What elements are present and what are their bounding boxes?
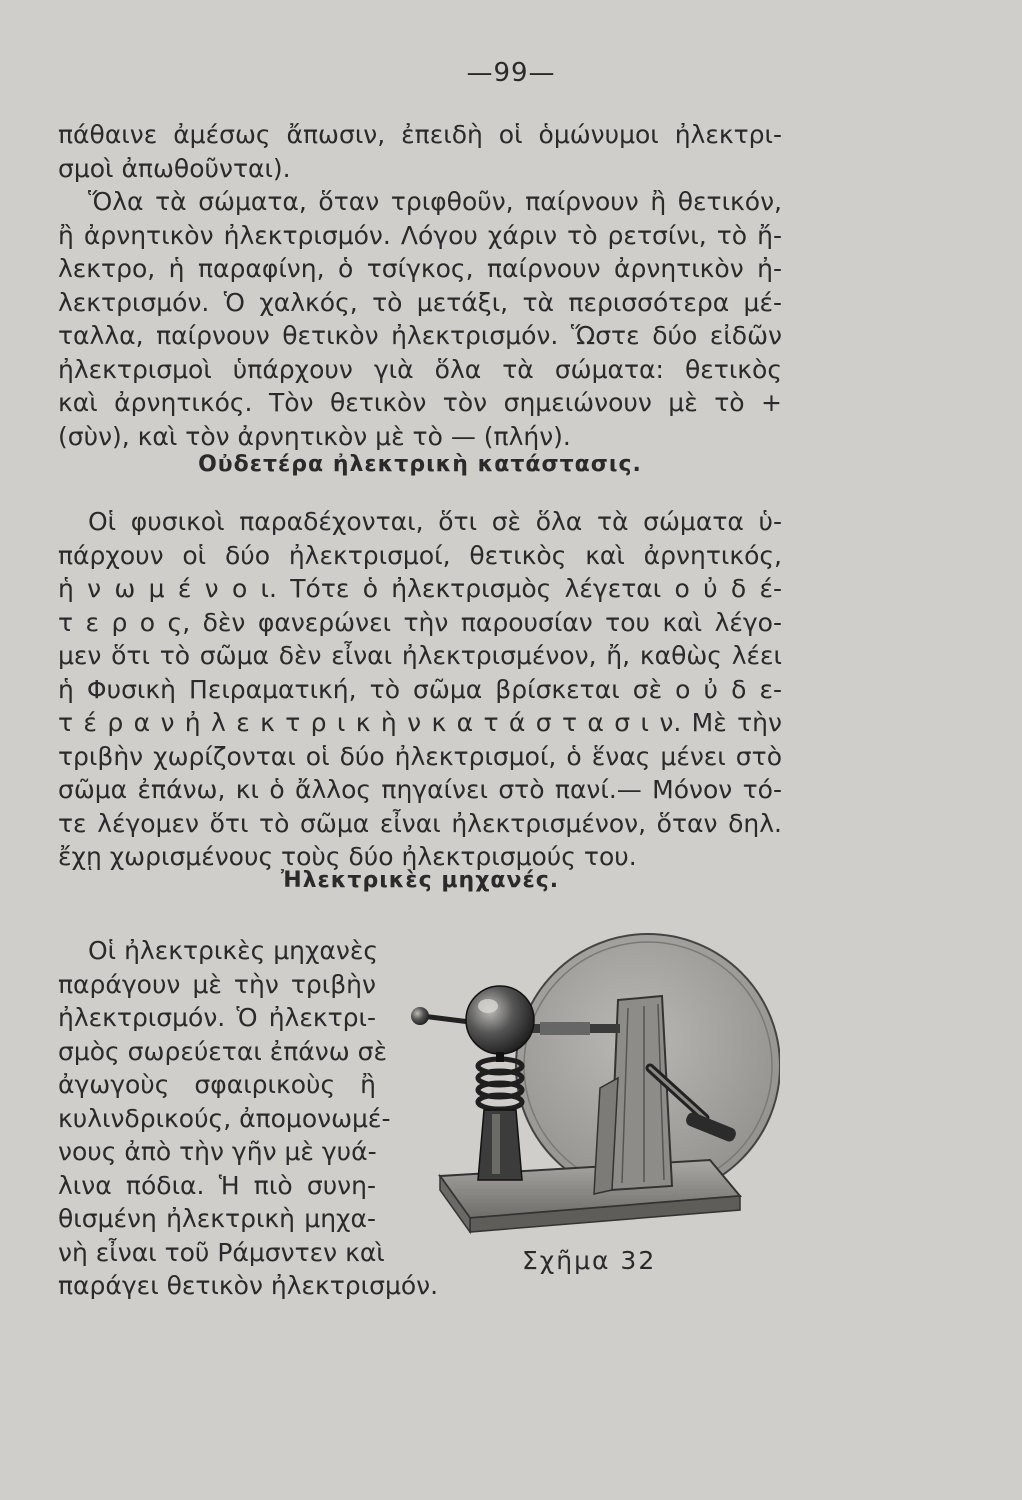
electric-machine-drawing	[400, 928, 780, 1238]
text-line: σμὸς σωρεύεται ἐπάνω σὲ	[58, 1036, 387, 1066]
text-line: σῶμα ἐπάνω, κι ὁ ἄλλος πηγαίνει στὸ πανί.— Μόνον τό-	[58, 775, 782, 804]
text-line: λεκτρισμόν. Ὁ χαλκός, τὸ μετάξι, τὰ περισσότερα μέ-	[58, 287, 782, 317]
text-line: τ ε ρ ο ς, δὲν φανερώνει τὴν παρουσίαν του καὶ λέγο-	[58, 607, 782, 637]
text-line: Οἱ φυσικοὶ παραδέχονται, ὅτι σὲ ὅλα τὰ σώματα ὑ-	[88, 507, 782, 536]
text-line: παράγει θετικὸν ἠλεκτρισμόν.	[58, 1271, 439, 1300]
text-line: θισμένη ἠλεκτρικὴ μηχα-	[58, 1204, 376, 1233]
text-line: καὶ ἀρνητικός. Τὸν θετικὸν τὸν σημειώνουν μὲ τὸ +	[58, 388, 782, 417]
paragraph-1	[58, 118, 782, 185]
text-line: πάθαινε ἀμέσως ἄπωσιν, ἐπειδὴ οἱ ὁμώνυμοι ἠλεκτρι-	[58, 120, 782, 149]
text-line: τ έ ρ α ν ἠ λ ε κ τ ρ ι κ ὴ ν κ α τ ά σ τ α σ ι ν. Μὲ τὴν	[58, 708, 782, 737]
text-line: ἢ ἀρνητικὸν ἠλεκτρισμόν. Λόγου χάριν τὸ ρετσίνι, τὸ ἤ-	[58, 220, 782, 250]
text-line: ἡ ν ω μ έ ν ο ι. Τότε ὁ ἠλεκτρισμὸς λέγεται ο ὐ δ έ-	[58, 574, 782, 603]
text-line: ταλλα, παίρνουν θετικὸν ἠλεκτρισμόν. Ὥστε δύο εἰδῶν	[58, 321, 782, 350]
section-heading-electric-machines: Ἠλεκτρικὲς μηχανές.	[280, 868, 560, 893]
text-line: τε λέγομεν ὅτι τὸ σῶμα εἶναι ἠλεκτρισμένον, ὅταν δηλ.	[58, 808, 782, 838]
electric-machine-illustration	[400, 928, 780, 1238]
text-line: μεν ὅτι τὸ σῶμα δὲν εἶναι ἠλεκτρισμένον, ἤ, καθὼς λέει	[58, 641, 782, 670]
section-heading-neutral-state: Οὐδετέρα ἠλεκτρικὴ κατάστασις.	[198, 452, 642, 477]
text-line: παράγουν μὲ τὴν τριβὴν	[58, 969, 376, 999]
text-line: ἠλεκτρισμόν. Ὁ ἠλεκτρι-	[58, 1003, 376, 1032]
text-line: λινα πόδια. Ἡ πιὸ συνη-	[58, 1170, 376, 1200]
text-line: πάρχουν οἱ δύο ἠλεκτρισμοί, θετικὸς καὶ ἀρνητικός,	[58, 540, 782, 570]
text-line: νὴ εἶναι τοῦ Ράμσντεν καὶ	[58, 1237, 385, 1267]
text-line: νους ἀπὸ τὴν γῆν μὲ γυά-	[58, 1137, 377, 1166]
text-line: (σὺν), καὶ τὸν ἀρνητικὸν μὲ τὸ — (πλήν).	[58, 421, 571, 451]
paragraph-3	[58, 505, 782, 874]
figure-caption: Σχῆμα 32	[522, 1246, 657, 1275]
text-line: λεκτρο, ἡ παραφίνη, ὁ τσίγκος, παίρνουν ἀρνητικὸν ἠ-	[58, 254, 782, 283]
text-line: ἡ Φυσικὴ Πειραματική, τὸ σῶμα βρίσκεται σὲ ο ὐ δ ε-	[58, 674, 782, 704]
text-line: ἔχῃ χωρισμένους τοὺς δύο ἠλεκτρισμούς του.	[58, 842, 637, 871]
paragraph-2	[58, 185, 782, 453]
paragraph-4	[58, 934, 439, 1303]
text-line: ἀγωγοὺς σφαιρικοὺς ἢ	[58, 1070, 376, 1099]
page-number: —99—	[466, 58, 556, 88]
text-line: τριβὴν χωρίζονται οἱ δύο ἠλεκτρισμοί, ὁ ἕνας μένει στὸ	[58, 741, 782, 771]
text-line: ἠλεκτρισμοὶ ὑπάρχουν γιὰ ὅλα τὰ σώματα: θετικὸς	[58, 354, 782, 384]
text-line: κυλινδρικούς, ἀπομονωμέ-	[58, 1103, 391, 1133]
text-line: Οἱ ἠλεκτρικὲς μηχανὲς	[88, 936, 379, 965]
text-line: σμοὶ ἀπωθοῦνται).	[58, 153, 291, 183]
text-line: Ὅλα τὰ σώματα, ὅταν τριφθοῦν, παίρνουν ἢ θετικόν,	[88, 187, 782, 216]
